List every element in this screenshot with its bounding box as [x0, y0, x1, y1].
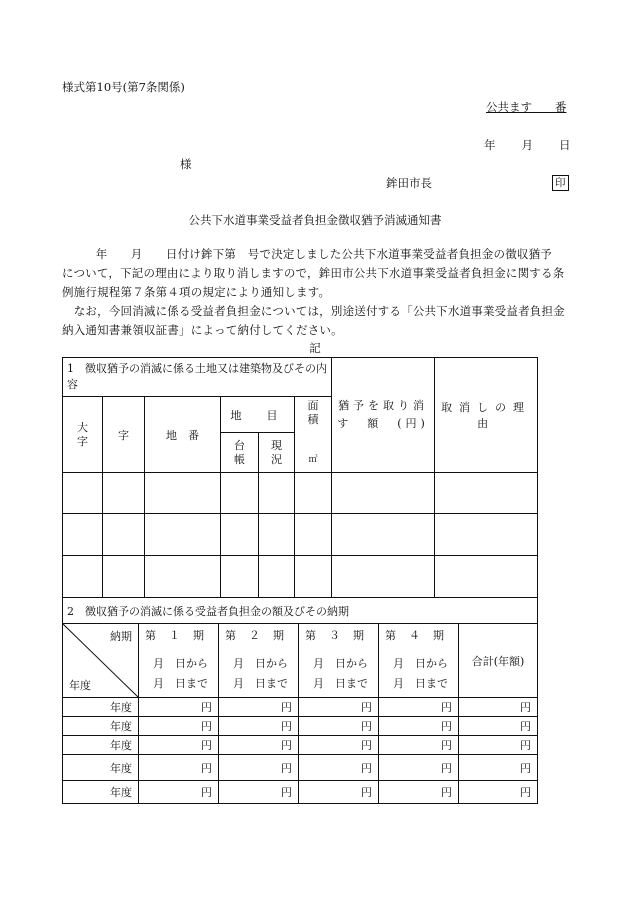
- daicho-cell[interactable]: [221, 514, 259, 556]
- period-1-amount[interactable]: 円: [139, 717, 219, 736]
- period-4-amount[interactable]: 円: [379, 717, 459, 736]
- period-label: 第 ２ 期: [225, 629, 285, 642]
- header-chimoku: 地 目: [221, 397, 295, 433]
- period-from: 月 日から: [393, 657, 448, 670]
- period-4-amount[interactable]: 円: [379, 781, 459, 804]
- period-2-amount[interactable]: 円: [219, 717, 299, 736]
- period-3-amount[interactable]: 円: [299, 736, 379, 755]
- period-4-amount[interactable]: 円: [379, 698, 459, 717]
- paragraph-1-line-2: について，下記の理由により取り消しますので，鉾田市公共下水道事業受益者負担金に関する条: [62, 266, 565, 280]
- header-genkyo: 現況: [259, 433, 295, 473]
- aza-cell[interactable]: [103, 556, 145, 598]
- period-3-amount[interactable]: 円: [299, 755, 379, 781]
- genkyo-cell[interactable]: [259, 473, 295, 514]
- yuyo-amount-cell[interactable]: [332, 514, 435, 556]
- chiban-cell[interactable]: [145, 556, 221, 598]
- period-to: 月 日まで: [153, 677, 208, 690]
- header-aza: 字: [103, 397, 145, 473]
- year-cell[interactable]: 年度: [63, 755, 139, 781]
- daicho-cell[interactable]: [221, 556, 259, 598]
- addressee-suffix: 様: [180, 157, 192, 171]
- period-label: 第 １ 期: [145, 629, 205, 642]
- payment-section-title: 2 徴収猶予の消滅に係る受益者負担金の額及びその納期: [63, 598, 538, 624]
- issue-date: 年 月 日: [484, 138, 572, 152]
- period-from: 月 日から: [153, 657, 208, 670]
- header-menseki-unit: ㎡: [308, 454, 318, 465]
- period-from: 月 日から: [313, 657, 368, 670]
- menseki-cell[interactable]: [295, 556, 332, 598]
- yuyo-amount-cell[interactable]: [332, 556, 435, 598]
- period-2-amount[interactable]: 円: [219, 755, 299, 781]
- aza-cell[interactable]: [103, 514, 145, 556]
- period-label: 第 ４ 期: [385, 629, 445, 642]
- body-text: [62, 245, 572, 340]
- land-table: [62, 357, 538, 598]
- genkyo-cell[interactable]: [259, 514, 295, 556]
- period-2-header: [219, 624, 299, 698]
- period-from: 月 日から: [233, 657, 288, 670]
- header-reason: 取消しの理由: [435, 358, 538, 473]
- header-chiban: 地 番: [145, 397, 221, 473]
- period-3-header: [299, 624, 379, 698]
- year-cell[interactable]: 年度: [63, 781, 139, 804]
- period-1-amount[interactable]: 円: [139, 736, 219, 755]
- payment-row: [63, 755, 538, 781]
- period-1-header: [139, 624, 219, 698]
- total-amount[interactable]: 円: [459, 736, 538, 755]
- reason-cell[interactable]: [435, 473, 538, 514]
- menseki-cell[interactable]: [295, 514, 332, 556]
- year-cell[interactable]: 年度: [63, 717, 139, 736]
- payment-row: [63, 736, 538, 755]
- payment-table: [62, 597, 538, 804]
- header-yuyo-line-1: 猶予を取り消: [338, 399, 429, 412]
- header-oaza: 大字: [63, 397, 103, 473]
- paragraph-1-line-1: 年 月 日付け鉾下第 号で決定しました公共下水道事業受益者負担金の徴収猶予: [84, 247, 552, 261]
- year-cell[interactable]: 年度: [63, 736, 139, 755]
- period-4-header: [379, 624, 459, 698]
- oaza-cell[interactable]: [63, 556, 103, 598]
- oaza-cell[interactable]: [63, 473, 103, 514]
- total-amount[interactable]: 円: [459, 717, 538, 736]
- aza-cell[interactable]: [103, 473, 145, 514]
- period-2-amount[interactable]: 円: [219, 781, 299, 804]
- period-3-amount[interactable]: 円: [299, 717, 379, 736]
- year-cell[interactable]: 年度: [63, 698, 139, 717]
- land-section-title: 1 徴収猶予の消滅に係る土地又は建築物及びその内容: [63, 358, 332, 397]
- header-menseki-label: 面積: [307, 398, 319, 426]
- paragraph-2-line-1: なお，今回消滅に係る受益者負担金については，別途送付する「公共下水道事業受益者負担金: [62, 304, 565, 318]
- period-to: 月 日まで: [393, 677, 448, 690]
- period-3-amount[interactable]: 円: [299, 781, 379, 804]
- payment-row: [63, 698, 538, 717]
- header-yuyo-line-2: す 額 (円): [337, 417, 429, 430]
- payment-row: [63, 781, 538, 804]
- period-4-amount[interactable]: 円: [379, 736, 459, 755]
- seal-stamp: 印: [552, 175, 569, 191]
- genkyo-cell[interactable]: [259, 556, 295, 598]
- document-number: 公共ます 番: [486, 100, 567, 114]
- period-1-amount[interactable]: 円: [139, 698, 219, 717]
- period-2-amount[interactable]: 円: [219, 698, 299, 717]
- header-yuyo-amount: [332, 358, 435, 473]
- document-title: 公共下水道事業受益者負担金徴収猶予消滅通知書: [188, 213, 442, 227]
- reason-cell[interactable]: [435, 556, 538, 598]
- chiban-cell[interactable]: [145, 473, 221, 514]
- land-row: [63, 514, 538, 556]
- period-to: 月 日まで: [233, 677, 288, 690]
- paragraph-2-line-2: 納入通知書兼領収証書」によって納付してください。: [62, 323, 343, 337]
- chiban-cell[interactable]: [145, 514, 221, 556]
- yuyo-amount-cell[interactable]: [332, 473, 435, 514]
- period-to: 月 日まで: [313, 677, 368, 690]
- period-year-header: [63, 624, 139, 698]
- total-amount[interactable]: 円: [459, 698, 538, 717]
- paragraph-1-line-3: 例施行規程第７条第４項の規定により通知します。: [62, 285, 331, 299]
- period-1-amount[interactable]: 円: [139, 755, 219, 781]
- period-3-amount[interactable]: 円: [299, 698, 379, 717]
- header-daicho: 台帳: [221, 433, 259, 473]
- sender-name: 鉾田市長: [386, 176, 432, 190]
- total-amount[interactable]: 円: [459, 755, 538, 781]
- period-label: 第 ３ 期: [305, 629, 365, 642]
- reason-cell[interactable]: [435, 514, 538, 556]
- land-row: [63, 556, 538, 598]
- ki-heading: 記: [309, 341, 321, 355]
- total-amount[interactable]: 円: [459, 781, 538, 804]
- form-number: 様式第10号(第7条関係): [62, 80, 185, 94]
- diag-bottom-label: 年度: [69, 679, 91, 692]
- period-1-amount[interactable]: 円: [139, 781, 219, 804]
- oaza-cell[interactable]: [63, 514, 103, 556]
- header-menseki: [295, 397, 332, 473]
- period-4-amount[interactable]: 円: [379, 755, 459, 781]
- period-2-amount[interactable]: 円: [219, 736, 299, 755]
- diag-top-label: 納期: [110, 630, 132, 643]
- total-header: 合計(年額): [459, 624, 538, 698]
- daicho-cell[interactable]: [221, 473, 259, 514]
- menseki-cell[interactable]: [295, 473, 332, 514]
- payment-row: [63, 717, 538, 736]
- land-row: [63, 473, 538, 514]
